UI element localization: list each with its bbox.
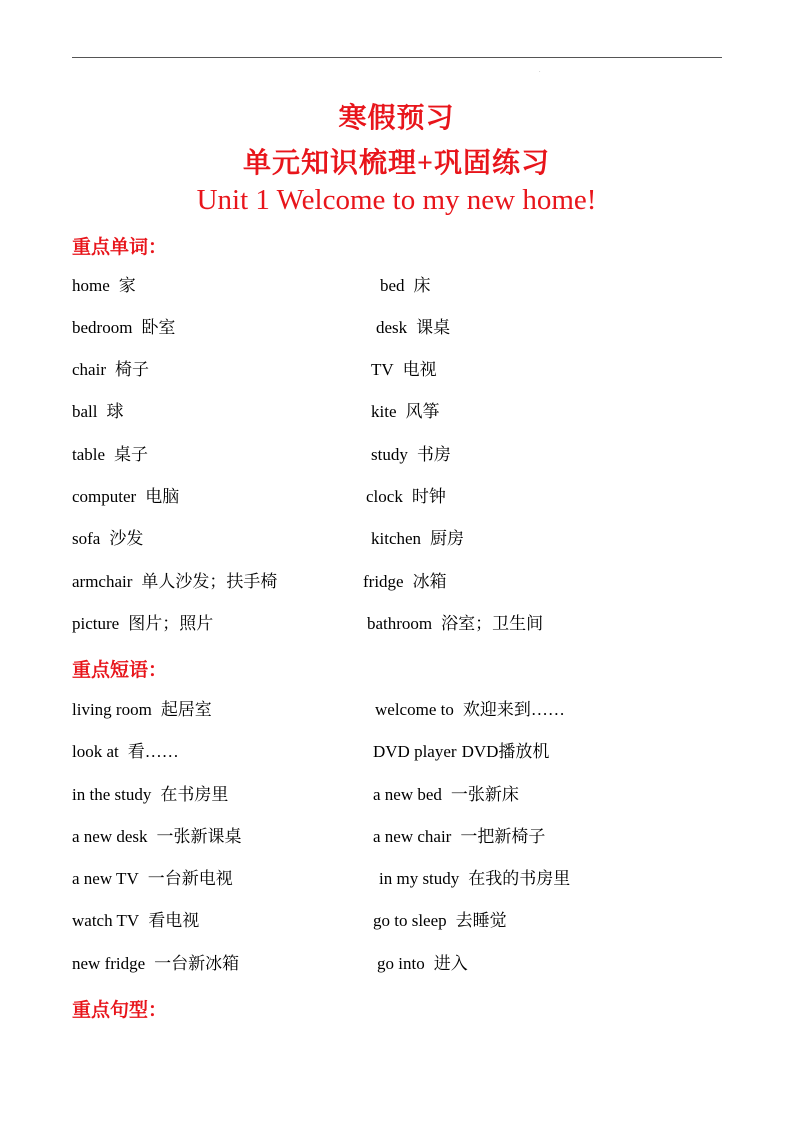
phrase-row: [0, 908, 793, 934]
word-en: computer: [72, 487, 137, 506]
word-en: armchair: [72, 572, 133, 591]
title-unit-name: Unit 1 Welcome to my new home!: [196, 184, 597, 216]
word-en: desk: [376, 318, 408, 337]
phrase-en: look at: [72, 742, 119, 761]
phrase-en: welcome to: [375, 700, 454, 719]
phrase-zh: 看……: [127, 742, 179, 761]
phrase-en: a new TV: [72, 869, 139, 888]
section-heading-words: 重点单词：: [72, 237, 168, 258]
word-left: [72, 357, 149, 383]
phrase-row: [0, 739, 793, 765]
word-en: kite: [371, 402, 397, 421]
phrase-en: a new bed: [373, 785, 442, 804]
word-zh: 书房: [416, 445, 451, 464]
word-zh: 球: [106, 402, 124, 421]
word-en: kitchen: [371, 529, 422, 548]
phrase-row: [0, 824, 793, 850]
phrase-row: [0, 866, 793, 892]
phrase-right: [375, 697, 565, 723]
header-dot: .: [539, 68, 541, 74]
word-zh: 冰箱: [412, 572, 447, 591]
word-left: [72, 273, 136, 299]
phrase-row: [0, 697, 793, 723]
word-zh: 图片；照片: [128, 614, 214, 633]
word-en: bed: [380, 276, 405, 295]
word-row: [0, 399, 793, 425]
section-heading-phrases: 重点短语：: [72, 660, 168, 681]
phrase-right: [373, 739, 549, 765]
word-zh: 椅子: [114, 360, 149, 379]
phrase-en: a new desk: [72, 827, 148, 846]
phrase-en: new fridge: [72, 954, 146, 973]
phrase-left: [72, 866, 233, 892]
word-left: [72, 611, 213, 637]
word-right: [371, 399, 440, 425]
phrase-en: watch TV: [72, 911, 140, 930]
word-row: [0, 442, 793, 468]
word-en: chair: [72, 360, 106, 379]
phrase-zh: 一台新冰箱: [154, 954, 240, 973]
phrase-en: living room: [72, 700, 152, 719]
phrase-zh: 一台新电视: [147, 869, 233, 888]
word-zh: 家: [118, 276, 136, 295]
word-en: study: [371, 445, 408, 464]
word-zh: 单人沙发；扶手椅: [141, 572, 278, 591]
phrase-en: go into: [377, 954, 425, 973]
word-zh: 电视: [402, 360, 437, 379]
word-zh: 厨房: [430, 529, 465, 548]
word-row: [0, 611, 793, 637]
word-right: [371, 442, 451, 468]
phrase-zh: 进入: [433, 954, 468, 973]
word-zh: 电脑: [145, 487, 180, 506]
word-right: [371, 526, 464, 552]
phrase-zh: 起居室: [160, 700, 212, 719]
word-en: clock: [366, 487, 403, 506]
phrase-zh: DVD播放机: [461, 742, 550, 761]
phrase-en: in my study: [379, 869, 460, 888]
word-zh: 卧室: [141, 318, 176, 337]
header-rule: [72, 57, 722, 58]
phrase-left: [72, 951, 239, 977]
word-en: fridge: [363, 572, 404, 591]
word-zh: 风筝: [405, 402, 440, 421]
word-en: table: [72, 445, 106, 464]
phrase-right: [373, 824, 545, 850]
word-left: [72, 484, 179, 510]
word-right: [363, 569, 447, 595]
phrase-left: [72, 782, 228, 808]
phrase-left: [72, 739, 179, 765]
phrase-en: in the study: [72, 785, 152, 804]
phrase-zh: 一张新课桌: [156, 827, 242, 846]
word-row: [0, 569, 793, 595]
word-en: ball: [72, 402, 98, 421]
title-unit-summary: 单元知识梳理+巩固练习: [243, 148, 550, 179]
phrase-row: [0, 782, 793, 808]
phrase-zh: 看电视: [148, 911, 200, 930]
phrase-zh: 去睡觉: [455, 911, 507, 930]
word-zh: 沙发: [109, 529, 144, 548]
phrase-zh: 在我的书房里: [468, 869, 571, 888]
phrase-left: [72, 908, 199, 934]
word-left: [72, 569, 277, 595]
phrase-right: [373, 908, 507, 934]
phrase-zh: 欢迎来到……: [462, 700, 565, 719]
section-heading-sentences: 重点句型：: [72, 1000, 168, 1021]
word-en: sofa: [72, 529, 101, 548]
word-right: [376, 315, 450, 341]
word-zh: 课桌: [416, 318, 451, 337]
phrase-en: go to sleep: [373, 911, 447, 930]
phrase-right: [377, 951, 468, 977]
phrase-left: [72, 697, 212, 723]
word-left: [72, 315, 175, 341]
phrase-right: [379, 866, 570, 892]
word-en: bathroom: [367, 614, 433, 633]
word-row: [0, 484, 793, 510]
word-en: TV: [371, 360, 394, 379]
word-left: [72, 526, 143, 552]
phrase-zh: 一张新床: [450, 785, 519, 804]
word-right: [367, 611, 543, 637]
phrase-zh: 在书房里: [160, 785, 229, 804]
word-row: [0, 315, 793, 341]
phrase-en: a new chair: [373, 827, 452, 846]
word-right: [371, 357, 437, 383]
word-row: [0, 357, 793, 383]
word-zh: 桌子: [114, 445, 149, 464]
word-right: [366, 484, 446, 510]
word-left: [72, 442, 148, 468]
word-left: [72, 399, 124, 425]
title-winter-preview: 寒假预习: [338, 103, 455, 134]
phrase-zh: 一把新椅子: [460, 827, 546, 846]
phrase-right: [373, 782, 519, 808]
word-zh: 浴室；卫生间: [441, 614, 544, 633]
phrase-left: [72, 824, 242, 850]
word-zh: 时钟: [411, 487, 446, 506]
word-row: [0, 526, 793, 552]
word-right: [380, 273, 431, 299]
word-row: [0, 273, 793, 299]
word-en: home: [72, 276, 110, 295]
word-zh: 床: [413, 276, 431, 295]
phrase-en: DVD player: [373, 742, 457, 761]
word-en: picture: [72, 614, 120, 633]
word-en: bedroom: [72, 318, 133, 337]
phrase-row: [0, 951, 793, 977]
